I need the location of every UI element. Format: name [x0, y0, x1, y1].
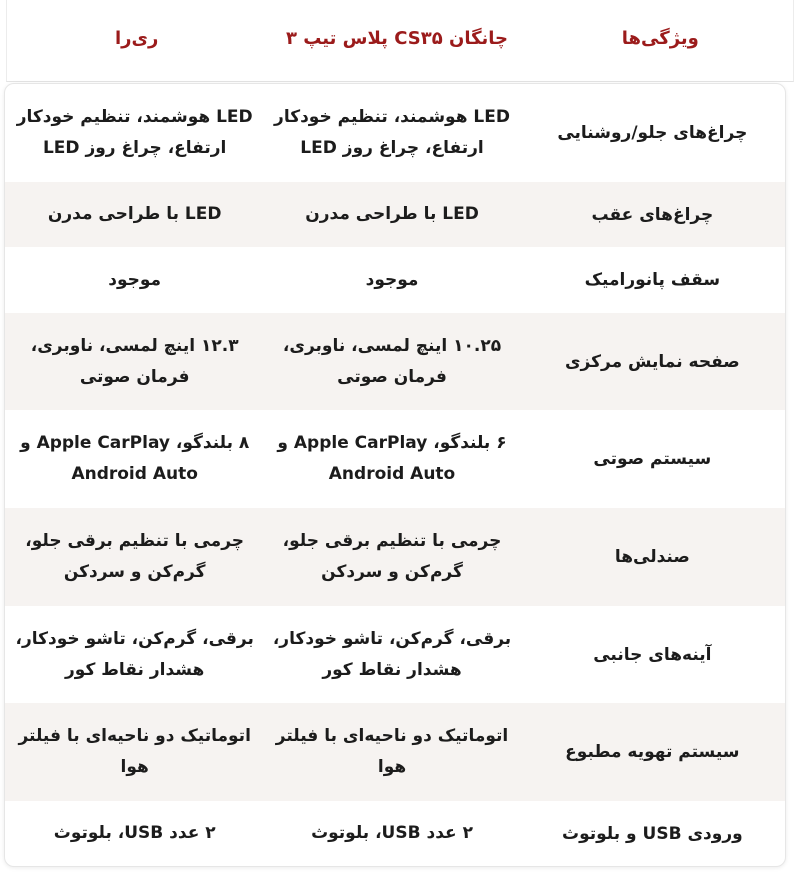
table-row [5, 801, 785, 866]
feature-cell: چراغ‌های جلو/روشنایی [557, 123, 748, 143]
table-row [5, 182, 785, 247]
feature-cell: سیستم تهویه مطبوع [565, 742, 740, 762]
rira-cell: ۱۲.۳ اینچ لمسی، ناوبری، فرمان صوتی [30, 335, 239, 387]
feature-cell: آینه‌های جانبی [593, 644, 712, 665]
feature-cell: سقف پانورامیک [584, 270, 721, 290]
feature-cell: ورودی USB و بلوتوث [562, 823, 743, 844]
comparison-table [4, 83, 786, 867]
table-row [5, 313, 785, 410]
rira-cell: LED هوشمند، تنظیم خودکار ارتفاع، چراغ روز LED [16, 107, 253, 158]
header-car-changan: چانگان CS۳۵ پلاس تیپ ۳ [285, 28, 509, 49]
table-header [6, 0, 794, 82]
header-car-rira: ری‌را [114, 28, 159, 49]
table-row [5, 508, 785, 606]
rira-cell: LED با طراحی مدرن [47, 204, 222, 224]
changan-cell: ۱۰.۲۵ اینچ لمسی، ناوبری، فرمان صوتی [282, 335, 502, 387]
rira-cell: ۲ عدد USB، بلوتوث [53, 823, 216, 843]
changan-cell: چرمی با تنظیم برقی جلو، گرم‌کن و سردکن [282, 531, 502, 582]
rira-cell: ۸ بلندگو، Apple CarPlay و Android Auto [20, 433, 250, 484]
table-row [5, 703, 785, 801]
feature-cell: سیستم صوتی [593, 449, 712, 469]
table-row [5, 247, 785, 313]
table-row [5, 84, 785, 182]
rira-cell: اتوماتیک دو ناحیه‌ای با فیلتر هوا [18, 726, 251, 777]
changan-cell: برقی، گرم‌کن، تاشو خودکار، هشدار نقاط کور [272, 628, 512, 680]
feature-cell: صندلی‌ها [614, 547, 690, 567]
changan-cell: ۶ بلندگو، Apple CarPlay و Android Auto [277, 433, 507, 484]
table-row [5, 410, 785, 508]
rira-cell: برقی، گرم‌کن، تاشو خودکار، هشدار نقاط کور [15, 628, 254, 680]
changan-cell: موجود [365, 269, 419, 290]
table-row [5, 606, 785, 703]
header-feature: ویژگی‌ها [621, 28, 699, 49]
rira-cell: چرمی با تنظیم برقی جلو، گرم‌کن و سردکن [25, 531, 245, 582]
changan-cell: اتوماتیک دو ناحیه‌ای با فیلتر هوا [275, 726, 509, 777]
rira-cell: موجود [108, 269, 162, 290]
feature-cell: چراغ‌های عقب [591, 204, 714, 225]
changan-cell: ۲ عدد USB، بلوتوث [311, 823, 473, 843]
feature-cell: صفحه نمایش مرکزی [564, 351, 740, 372]
changan-cell: LED با طراحی مدرن [305, 204, 479, 224]
changan-cell: LED هوشمند، تنظیم خودکار ارتفاع، چراغ روز LED [274, 107, 510, 158]
